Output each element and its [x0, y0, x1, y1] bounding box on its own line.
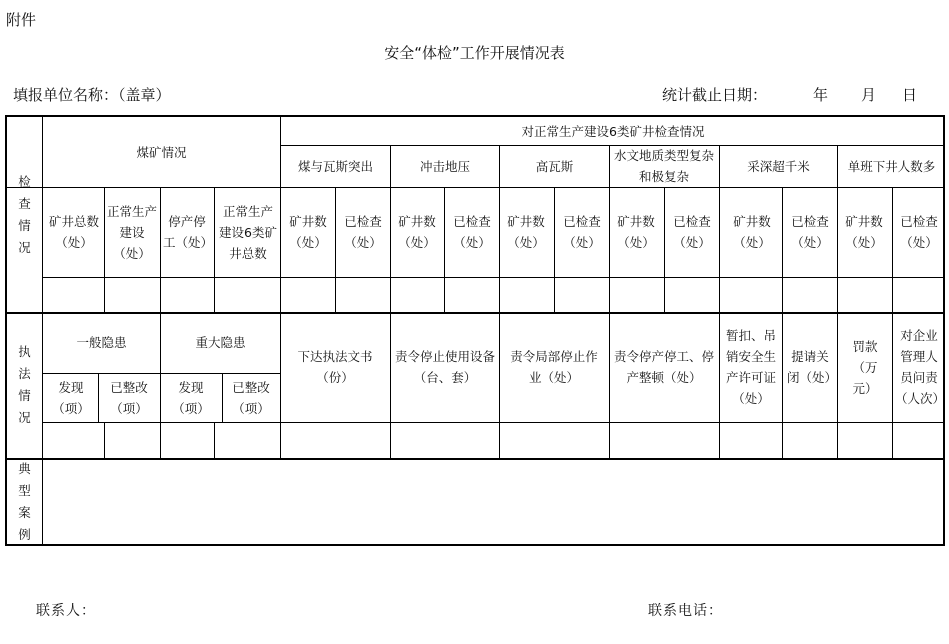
contact-label: 联系人：: [36, 603, 96, 619]
major-fixed-header: 已整改（项）: [232, 379, 270, 416]
unit-name-label: 填报单位名称：（盖章）: [13, 86, 171, 104]
mine-count-header: 矿井数（处）: [289, 214, 327, 250]
section-check-label: 检查情况: [18, 173, 31, 255]
major-hazards-header: 重大隐患: [195, 335, 246, 350]
total-mines-header: 矿井总数（处）: [48, 214, 99, 250]
mine-count-header: 矿井数（处）: [617, 214, 655, 250]
mine-count-header: 矿井数（处）: [845, 214, 883, 250]
mine-count-header: 矿井数（处）: [733, 214, 771, 250]
mine-count-header: 矿井数（处）: [507, 214, 545, 250]
major-found-header: 发现（项）: [172, 379, 210, 416]
normal-mines-header: 正常生产建设（处）: [107, 203, 158, 261]
accountability-header: 对企业管理人员问责（人次）: [895, 328, 946, 406]
license-header: 暂扣、吊销安全生产许可证（处）: [725, 328, 776, 406]
checked-header: 已检查（处）: [900, 214, 938, 250]
general-fixed-header: 已整改（项）: [110, 379, 148, 416]
fine-header: 罚款（万元）: [852, 338, 878, 396]
report-table: [5, 115, 945, 546]
category-deep-mining: 采深超千米: [747, 158, 810, 174]
checked-header: 已检查（处）: [563, 214, 601, 250]
coal-status-header: 煤矿情况: [136, 144, 187, 160]
cutoff-date-label: 统计截止日期：: [662, 86, 768, 104]
category-rockburst: 冲击地压: [419, 158, 470, 174]
category-high-gas: 高瓦斯: [535, 158, 574, 174]
year-label: 年: [813, 86, 829, 104]
month-label: 月: [861, 86, 877, 104]
six-types-total-header: 正常生产建设6类矿井总数: [219, 203, 277, 261]
checked-header: 已检查（处）: [791, 214, 829, 250]
closure-header: 提请关闭（处）: [787, 349, 838, 385]
checked-header: 已检查（处）: [673, 214, 711, 250]
category-outburst: 煤与瓦斯突出: [297, 158, 373, 174]
stop-production-header: 责令停产停工、停产整顿（处）: [614, 349, 715, 385]
category-hydrogeology: 水文地质类型复杂和极复杂: [613, 148, 714, 184]
attachment-label: 附件: [6, 11, 37, 29]
day-label: 日: [902, 86, 918, 104]
stopped-mines-header: 停产停工（处）: [163, 214, 214, 250]
enforcement-docs-header: 下达执法文书（份）: [297, 349, 373, 385]
stop-partial-header: 责令局部停止作业（处）: [510, 349, 598, 385]
section-enforce-label: 执法情况: [18, 344, 31, 425]
cutoff-date: [662, 84, 917, 105]
cases-content-area[interactable]: [43, 460, 945, 546]
mine-count-header: 矿井数（处）: [398, 214, 436, 250]
stop-equipment-header: 责令停止使用设备（台、套）: [395, 349, 496, 385]
category-many-workers: 单班下井人数多: [847, 158, 936, 174]
checked-header: 已检查（处）: [453, 214, 491, 250]
general-hazards-header: 一般隐患: [76, 335, 127, 350]
form-title: 安全“体检”工作开展情况表: [384, 44, 565, 62]
general-found-header: 发现（项）: [52, 379, 90, 416]
checked-header: 已检查（处）: [344, 214, 382, 250]
phone-label: 联系电话：: [648, 603, 723, 619]
six-types-header: 对正常生产建设6类矿井检查情况: [521, 123, 705, 139]
section-cases-label: 典型案例: [18, 461, 31, 542]
